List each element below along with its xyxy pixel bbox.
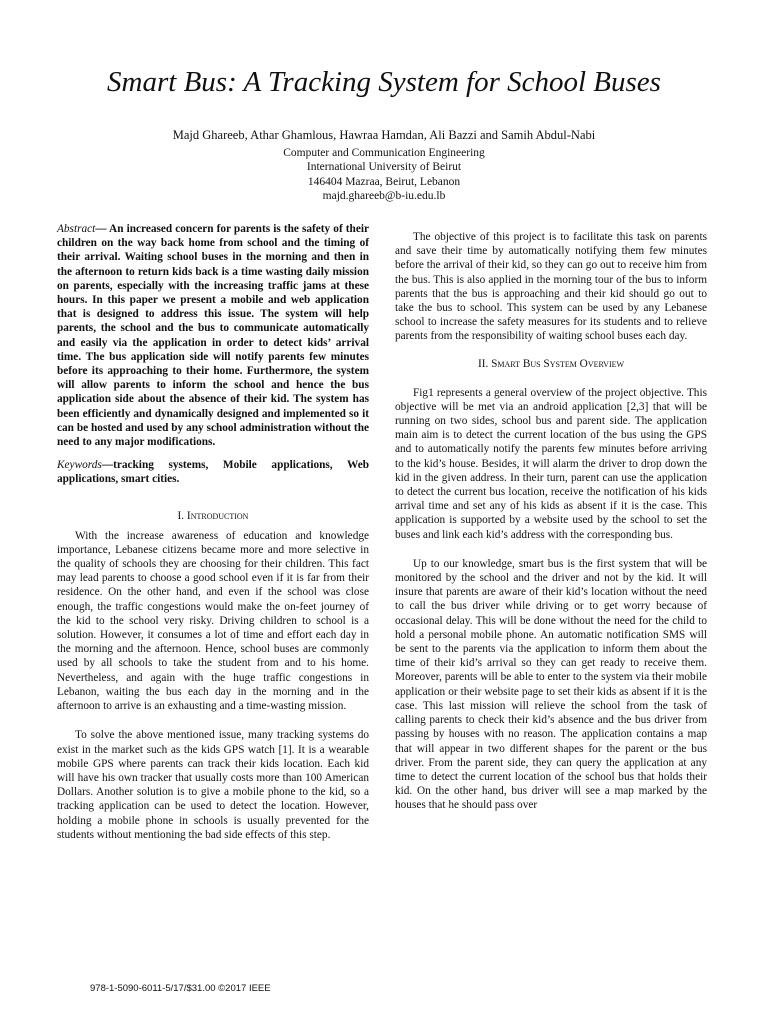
abstract — [57, 222, 369, 449]
keywords — [57, 458, 369, 486]
abstract-text: — An increased concern for parents is the safety of their children on the way back home from school and the timing of their arrival. Waiting school buses in the morning and then in the afternoon to return kids back is a time wasting daily mission on parents, especially with the increasing traffic jams at these hours. In this paper we present a mobile and web application that is designed to address this issue. The system will help parents, the school and the bus to communicate automatically and easily via the application in order to detect kids’ arrival time. The bus application side will notify parents few minutes before its approaching to their home. Furthermore, the system will allow parents to inform the school and hence the bus application side about the absence of their kid. The system has been efficiently and dynamically designed and implemented so it can be hosted and used by any school administration without the need to any major modifications. — [57, 223, 369, 449]
affiliation-department: Computer and Communication Engineering — [283, 147, 485, 159]
left-column — [57, 222, 369, 842]
paragraph-intro-2: To solve the above mentioned issue, many tracking systems do exist in the market such as the kids GPS watch [1]. It is a wearable mobile GPS where parents can track their kids location. Each kid will have his own tracker that usually costs more than 100 American Dollars. Another solution is to give a mobile phone to the kid, so a tracking application can be used to detect the location. However, holding a mobile phone in schools is usually prevented for the students without mentioning the bad side effects of this step. — [57, 729, 369, 841]
keywords-label: Keywords — [57, 459, 102, 472]
keywords-text: —tracking systems, Mobile applications, Web applications, smart cities. — [57, 459, 369, 486]
copyright-footer: 978-1-5090-6011-5/17/$31.00 ©2017 IEEE — [90, 983, 271, 994]
paragraph-intro-1: With the increase awareness of education and knowledge importance, Lebanese citizens became more and more selective in the quality of schools they are choosing for their children. This fact may lead parents to choose a good school even if it is far from their residence. On the other hand, and even if the school was close enough, the traffic congestions would make the on-feet journey of the kid to the school very risky. Driving children to school is a solution. However, it consumes a lot of time and effort each day in the morning and the afternoon. Hence, school buses are commonly used by all schools to take the student from and to his home. Nevertheless, and again with the huge traffic congestions in Lebanon, waiting the bus each day in the morning and in the afternoon to arrive is an exhausting and a time-wasting mission. — [57, 529, 369, 713]
paragraph-overview-2: Up to our knowledge, smart bus is the first system that will be monitored by the school and the driver and not by the kid. It will insure that parents are aware of their kid’s location without the need to call the bus driver while driving or to get worry because of occasional delay. This will be done without the need for the child to hold a personal mobile phone. An automatic notification SMS will be sent to the parents via the application to inform them about the time of their kid’s arrival so they can get ready to receive them. Moreover, parents will be able to enter to the system via their mobile application or their website page to set their kids as absent if it is the case. This last mission will relieve the school from the task of calling parents to check their kid’s absence and the bus driver from passing by houses with no reason. The application contains a map that will appear in two different shapes for the parent or the bus driver. From the parent side, they can query the application at any time to detect the current location of the school bus that holds their kid. On the other hand, bus driver will see a map marked by the houses that he should pass over — [395, 557, 707, 812]
section-heading-overview: II. Smart Bus System Overview — [477, 357, 625, 370]
section-heading-introduction: I. Introduction — [177, 509, 249, 522]
paragraph-overview-1: Fig1 represents a general overview of the project objective. This objective will be met via an android application [2,3] that will be running on two sides, school bus and parent side. The application main aim is to detect the current location of the bus using the GPS and to automatically notify the parents few minutes before arriving to the kid’s house. Besides, it will alarm the driver to drop down the kid in the given address. In their turn, parent can use the application to detect the current bus location, receive the notification of his kids arrival time and set any of his kids as absent if it is the case. This application is supported by a website used by the school to set the buses and link each kid’s address with the corresponding bus. — [395, 386, 707, 541]
paragraph-objective: The objective of this project is to facilitate this task on parents and save their time by automatically notifying them few minutes before the arrival of their kid, so they can go out to receive him from the bus. This is also applied in the morning tour of the bus to inform parents that the bus is approaching and their kid should go out to take the bus to school. This system can be used by any Lebanese school to increase the safety measures for its students and to relieve parents from the responsibility of waiting school buses each day. — [395, 231, 707, 343]
abstract-label: Abstract — [57, 223, 96, 235]
author-list: Majd Ghareeb, Athar Ghamlous, Hawraa Hamdan, Ali Bazzi and Samih Abdul-Nabi — [172, 128, 596, 142]
right-column — [395, 230, 707, 813]
paper-title: Smart Bus: A Tracking System for School Buses — [107, 66, 661, 98]
affiliation-address: 146404 Mazraa, Beirut, Lebanon — [307, 175, 461, 188]
affiliation-block — [0, 146, 768, 204]
affiliation-university: International University of Beirut — [306, 161, 462, 174]
affiliation-email: majd.ghareeb@b-iu.edu.lb — [322, 190, 446, 203]
